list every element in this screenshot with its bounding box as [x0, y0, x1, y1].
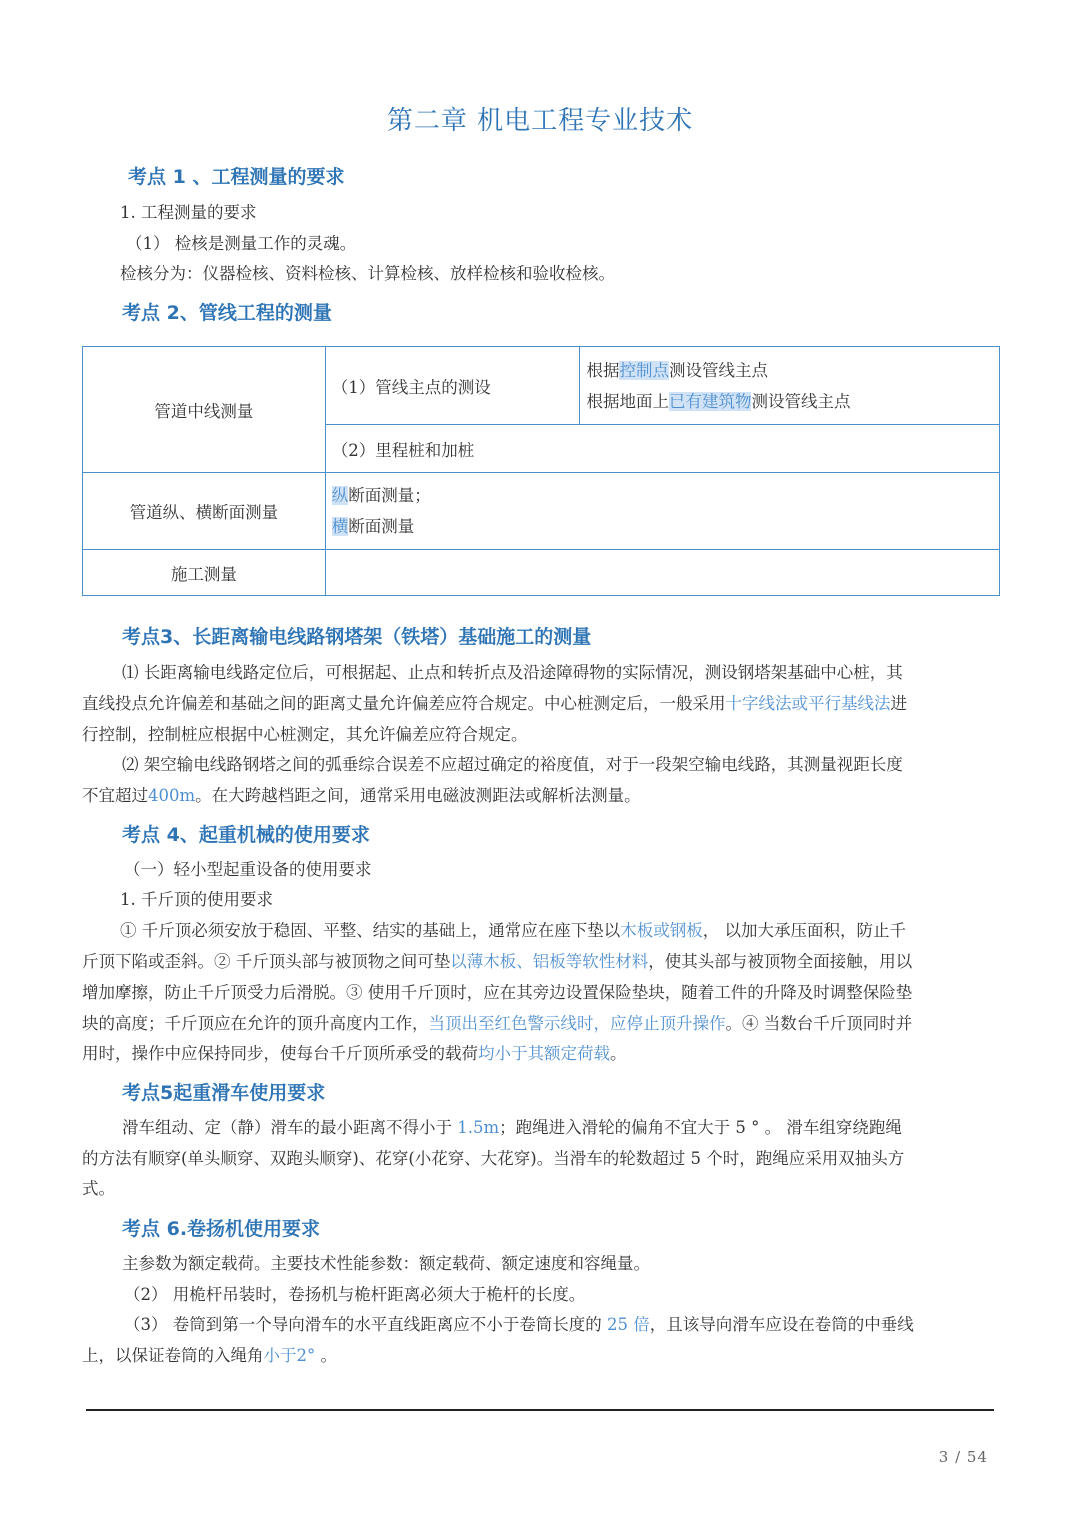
emphasis-text: 25 倍	[607, 1315, 650, 1334]
text-run: 。	[315, 1346, 337, 1365]
s4-p-line-1	[120, 915, 906, 946]
section-3-heading: 考点3、长距离输电线路钢塔架（铁塔）基础施工的测量	[122, 626, 592, 648]
s1-line-3: 检核分为：仪器检核、资料检核、计算检核、放样检核和验收检核。	[120, 264, 615, 283]
s3-p1-line-3: 行控制，控制桩应根据中心桩测定，其允许偏差应符合规定。	[82, 725, 528, 744]
emphasis-text: 均小于其额定荷载	[478, 1044, 610, 1063]
cell-line	[332, 511, 993, 542]
s4-p-line-2	[82, 946, 912, 977]
emphasis-text: 以薄木板、铝板等软性材料	[450, 952, 649, 971]
cell-text: 测设管线主点	[668, 360, 768, 380]
table-cell	[325, 473, 999, 550]
cell-text: 根据地面上	[586, 391, 669, 411]
text-run: 不宜超过	[82, 786, 148, 805]
cell-text: 施工测量	[170, 564, 237, 584]
emphasis-text: 小于2°	[263, 1346, 316, 1365]
cell-text: 根据	[586, 360, 620, 380]
highlighted-text: 控制点	[619, 360, 669, 380]
table-cell	[83, 473, 326, 550]
table-cell	[83, 550, 326, 596]
text-run: （3） 卷筒到第一个导向滑车的水平直线距离应不小于卷筒长度的	[124, 1315, 607, 1334]
text-run: ① 千斤顶必须安放于稳固、平整、结实的基础上，通常应在座下垫以	[120, 921, 621, 940]
highlighted-text: 已有建筑物	[668, 391, 752, 411]
s5-line-1	[122, 1112, 902, 1143]
emphasis-text: 当顶出至红色警示线时，应停止顶升操作	[428, 1014, 726, 1033]
emphasis-text: 十字线法或平行基线法	[725, 694, 891, 713]
cell-text: 断面测量；	[348, 486, 431, 505]
page-number: 3 / 54	[938, 1448, 988, 1466]
s6-line-4	[82, 1340, 337, 1371]
s1-line-2: （1） 检核是测量工作的灵魂。	[126, 234, 357, 253]
cell-line	[586, 386, 993, 417]
cell-text: 测设管线主点	[751, 391, 851, 411]
footer-divider	[86, 1409, 994, 1411]
s6-line-1: 主参数为额定载荷。主要技术性能参数：额定载荷、额定速度和容绳量。	[122, 1254, 650, 1273]
text-run: ；跑绳进入滑轮的偏角不宜大于 5 ° 。 滑车组穿绕跑绳	[499, 1118, 902, 1137]
text-run: 进	[890, 694, 907, 713]
text-run: 直线投点允许偏差和基础之间的距离丈量允许偏差应符合规定。中心桩测定后，一般采用	[82, 694, 726, 713]
section-5-heading: 考点5起重滑车使用要求	[122, 1082, 326, 1104]
text-run: 。	[610, 1044, 627, 1063]
text-run: ， 以加大承压面积，防止千	[702, 921, 906, 940]
cell-text: （2）里程桩和加桩	[331, 440, 475, 460]
s4-p-line-4	[82, 1008, 912, 1039]
table-cell	[325, 347, 580, 425]
table-cell	[83, 347, 326, 473]
highlighted-text: 纵	[331, 486, 349, 505]
text-run: 。④ 当数台千斤顶同时并	[725, 1014, 913, 1033]
s4-line-1: （一）轻小型起重设备的使用要求	[124, 860, 372, 879]
cell-text: 管道纵、横断面测量	[129, 503, 279, 522]
cell-text: 断面测量	[348, 517, 415, 536]
cell-text: 管道中线测量	[154, 401, 254, 421]
pipeline-survey-table	[82, 346, 1000, 596]
table-cell	[325, 425, 999, 473]
section-6-heading: 考点 6.卷扬机使用要求	[122, 1218, 321, 1240]
text-run: 斤顶下陷或歪斜。② 千斤顶头部与被顶物之间可垫	[82, 952, 451, 971]
text-run: ，且该导向滑车应设在卷筒的中垂线	[649, 1315, 914, 1334]
s1-line-1: 1. 工程测量的要求	[120, 203, 257, 222]
emphasis-text: 400m	[148, 786, 196, 805]
s3-p1-line-1: ⑴ 长距离输电线路定位后，可根据起、止点和转折点及沿途障碍物的实际情况，测设钢塔架基础中心桩，其	[122, 663, 903, 682]
cell-line	[332, 480, 993, 511]
table-cell-empty	[325, 550, 999, 596]
s4-p-line-3: 增加摩擦，防止千斤顶受力后滑脱。③ 使用千斤顶时，应在其旁边设置保险垫块，随着工件的升降及时调整保险垫	[82, 983, 913, 1002]
text-run: 上，以保证卷筒的入绳角	[82, 1346, 264, 1365]
s3-p2-line-2	[82, 780, 641, 811]
section-4-heading: 考点 4、起重机械的使用要求	[122, 824, 370, 846]
text-run: ，使其头部与被顶物全面接触，用以	[648, 952, 913, 971]
s4-p-line-5	[82, 1038, 627, 1069]
emphasis-text: 木板或钢板	[620, 921, 703, 940]
section-1-heading: 考点 1 、工程测量的要求	[128, 166, 345, 188]
s4-line-2: 1. 千斤顶的使用要求	[120, 890, 273, 909]
section-2-heading: 考点 2、管线工程的测量	[122, 302, 332, 324]
s5-line-3: 式。	[82, 1179, 115, 1198]
s6-line-3	[124, 1309, 914, 1340]
text-run: 块的高度；千斤顶应在允许的顶升高度内工作，	[82, 1014, 429, 1033]
text-run: 用时，操作中应保持同步，使每台千斤顶所承受的载荷	[82, 1044, 478, 1063]
emphasis-text: 1.5m	[457, 1118, 500, 1137]
table-cell	[580, 347, 1000, 425]
s3-p1-line-2	[82, 688, 907, 719]
text-run: 滑车组动、定（静）滑车的最小距离不得小于	[122, 1118, 458, 1137]
highlighted-text: 横	[331, 517, 349, 536]
s3-p2-line-1: ⑵ 架空输电线路钢塔之间的弧垂综合误差不应超过确定的裕度值，对于一段架空输电线路，其测量视距长度	[122, 755, 903, 774]
cell-text: （1）管线主点的测设	[331, 377, 491, 397]
s5-line-2: 的方法有顺穿(单头顺穿、双跑头顺穿)、花穿(小花穿、大花穿)。当滑车的轮数超过 5 个时，跑绳应采用双抽头方	[82, 1149, 905, 1168]
text-run: 。在大跨越档距之间，通常采用电磁波测距法或解析法测量。	[195, 786, 641, 805]
cell-line	[586, 355, 993, 386]
chapter-title: 第二章 机电工程专业技术	[386, 106, 694, 136]
s6-line-2: （2） 用桅杆吊装时，卷扬机与桅杆距离必须大于桅杆的长度。	[124, 1285, 586, 1304]
